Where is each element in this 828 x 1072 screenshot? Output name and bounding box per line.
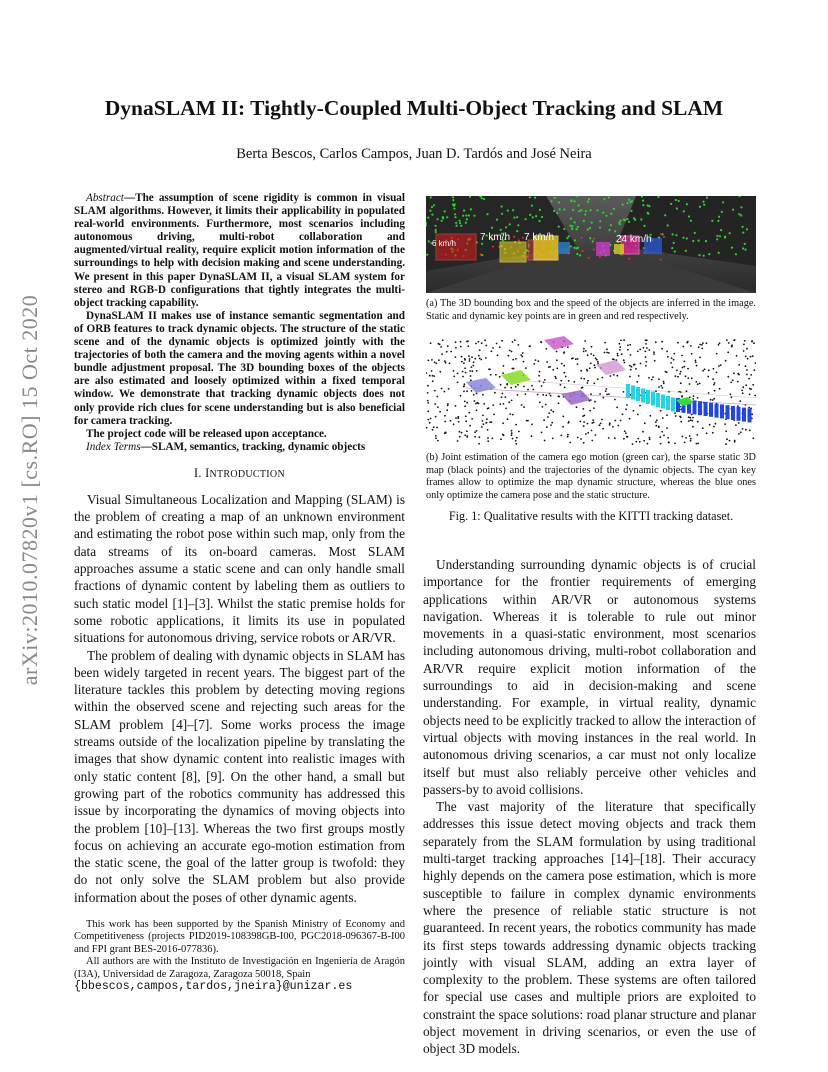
arxiv-sidebar [8,290,52,690]
figure-1b-3d-map [426,330,756,448]
tracked-car-box [614,244,624,254]
speed-label: 24 km/h [616,234,652,245]
author-emails: {bbescos,campos,tardos,jneira}@unizar.es [74,980,353,994]
paper-authors: Berta Bescos, Carlos Campos, Juan D. Tardós and José Neira [236,146,592,162]
section-heading-introduction: I. INTRODUCTION [194,465,285,480]
figure-1a-tracking-image [426,196,756,293]
introduction-text [74,491,405,906]
speed-label: 7 km/h [480,232,511,243]
body-paragraph: The vast majority of the literature that specifically addresses this issue detect moving objects and track them separately from the SLAM formulation by using traditional multi-target tracking approaches [14]–[18]. Their accuracy highly depends on the camera pose estimation, which is more susceptible to failure in complex dynamic environments where the presence of reliable static structure is not guaranteed. In recent years, the robotics community has made its first steps towards addressing dynamic objects tracking jointly with visual SLAM, adding an extra layer of complexity to the problem. These systems are often tailored for special use cases and multiple priors are exploited to constraint the space solutions: road planar structure and planar object movement in driving scenarios, or even the use of object 3D models. [423,799,756,1057]
body-paragraph: Understanding surrounding dynamic objects is of crucial importance for the frontier requirements of emerging applications within AR/VR or autonomous systems navigation. Whereas it is tolerable to rule out minor movements in a quasi-static environment, most scenarios including autonomous driving, multi-robot collaboration and AR/VR require explicit motion information of the surroundings to aid in decision-making and scene understanding. For example, in virtual reality, dynamic objects need to be explicitly tracked to allow the interaction of virtual objects with moving instances in the real world. In autonomous driving scenarios, a car must not only localize itself but must also reliably perceive other vehicles and passers-by to avoid collisions. [423,557,756,797]
index-terms-lead: Index Terms [86,440,141,453]
abstract-paragraph-3: The project code will be released upon acceptance. [86,427,327,440]
footnote [74,919,405,993]
figure-1a-caption: (a) The 3D bounding box and the speed of the objects are inferred in the image. Static and dynamic key points are in green and red respectively. [426,298,756,322]
arxiv-identifier: arXiv:2010.07820v1 [cs.RO] 15 Oct 2020 [17,294,42,686]
left-column [74,192,405,906]
body-paragraph: The problem of dealing with dynamic objects in SLAM has been widely targeted in recent years. The biggest part of the literature tackles this problem by detecting moving regions within the observed scene and rejecting such areas for the SLAM problem [4]–[7]. Some works process the image streams outside of the localization pipeline by translating the images that show dynamic content into realistic images with only static content [8], [9]. On the other hand, a small but growing part of the robotics community has addressed this issue by incorporating the dynamics of moving objects into the problem [10]–[13]. Whereas the two first groups mostly focus on achieving an accurate ego-motion estimation from the static scene, the goal of the latter group is twofold: they do not only solve the SLAM problem but also provide information about the poses of other dynamic agents. [74,647,405,905]
abstract: Abstract—The assumption of scene rigidity is common in visual SLAM algorithms. However, it limits their applicability in populated real-world environments. Furthermore, most scenarios including autonomous driving, multi-robot collaboration and augmented/virtual reality, require explicit motion information of the surroundings to help with decision making and scene understanding. We present in this paper DynaSLAM II, a visual SLAM system for stereo and RGB-D configurations that tightly integrates the multi-object tracking capability. DynaSLAM II makes use of instance semantic segmentation and of ORB features to track dynamic objects. The structure of the static scene and of the dynamic objects is optimized jointly with the trajectories of both the camera and the moving agents within a novel bundle adjustment proposal. The 3D bounding boxes of the objects are also estimated and loosely optimized within a fixed temporal window. We demonstrate that tracking dynamic objects does not only provide rich clues for scene understanding but is also beneficial for camera tracking. The project code will be released upon acceptance. Index Terms—SLAM, semantics, tracking, dynamic objects [74,192,405,453]
tracked-car-box [558,242,570,254]
footnote-funding: This work has been supported by the Spanish Ministry of Economy and Competitiveness (projects PID2019-108398GB-I00, PGC2018-096367-B-I00 and FPI grant BES-2016-077836). [74,919,405,955]
abstract-paragraph-2: DynaSLAM II makes use of instance semantic segmentation and of ORB features to track dynamic objects. The structure of the static scene and of the dynamic objects is optimized jointly with the trajectories of both the camera and the moving agents within a novel bundle adjustment proposal. The 3D bounding boxes of the objects are also estimated and loosely optimized within a fixed temporal window. We demonstrate that tracking dynamic objects does not only provide rich clues for scene understanding but is also beneficial for camera tracking. [74,309,405,427]
speed-label: 6 km/h [432,239,457,248]
right-column-text [423,556,756,1058]
paper-title: DynaSLAM II: Tightly-Coupled Multi-Object Tracking and SLAM [104,96,724,120]
abstract-lead: Abstract [86,192,124,204]
index-terms: SLAM, semantics, tracking, dynamic objects [151,440,366,453]
tracked-car-box [500,242,526,262]
abstract-paragraph-1: The assumption of scene rigidity is common in visual SLAM algorithms. However, it limits their applicability in populated real-world environments. Furthermore, most scenarios including autonomous driving, multi-robot collaboration and augmented/virtual reality, require explicit motion information of the surroundings to help with decision making and scene understanding. We present in this paper DynaSLAM II, a visual SLAM system for stereo and RGB-D configurations that tightly integrates the multi-object tracking capability. [74,192,405,309]
tracked-car-box [596,242,610,256]
speed-label: 7 km/h [524,232,555,243]
figure-1b-caption: (b) Joint estimation of the camera ego motion (green car), the sparse static 3D map (black points) and the trajectories of the dynamic objects. The cyan key frames allow to optimize the map dynamic structure, whereas the blue ones only optimize the camera pose and the static structure. [426,452,756,501]
body-paragraph: Visual Simultaneous Localization and Mapping (SLAM) is the problem of creating a map of an unknown environment and estimating the robot pose within such map, only from the data streams of its on-board cameras. Most SLAM approaches assume a static scene and can only handle small fractions of dynamic content by labeling them as outliers to such static model [1]–[3]. Whilst the static premise holds for some robotic applications, it limits its use in populated situations for autonomous driving, service robots or AR/VR. [74,491,405,646]
footnote-affiliation: All authors are with the Instituto de Investigación en Ingeniería de Aragón (I3A), Universidad de Zaragoza, Zaragoza 50018, Spain [74,956,405,980]
sparse-map-graphic [426,330,756,448]
driving-scene-graphic [426,196,756,293]
figure-1-caption: Fig. 1: Qualitative results with the KITTI tracking dataset. [448,509,734,523]
